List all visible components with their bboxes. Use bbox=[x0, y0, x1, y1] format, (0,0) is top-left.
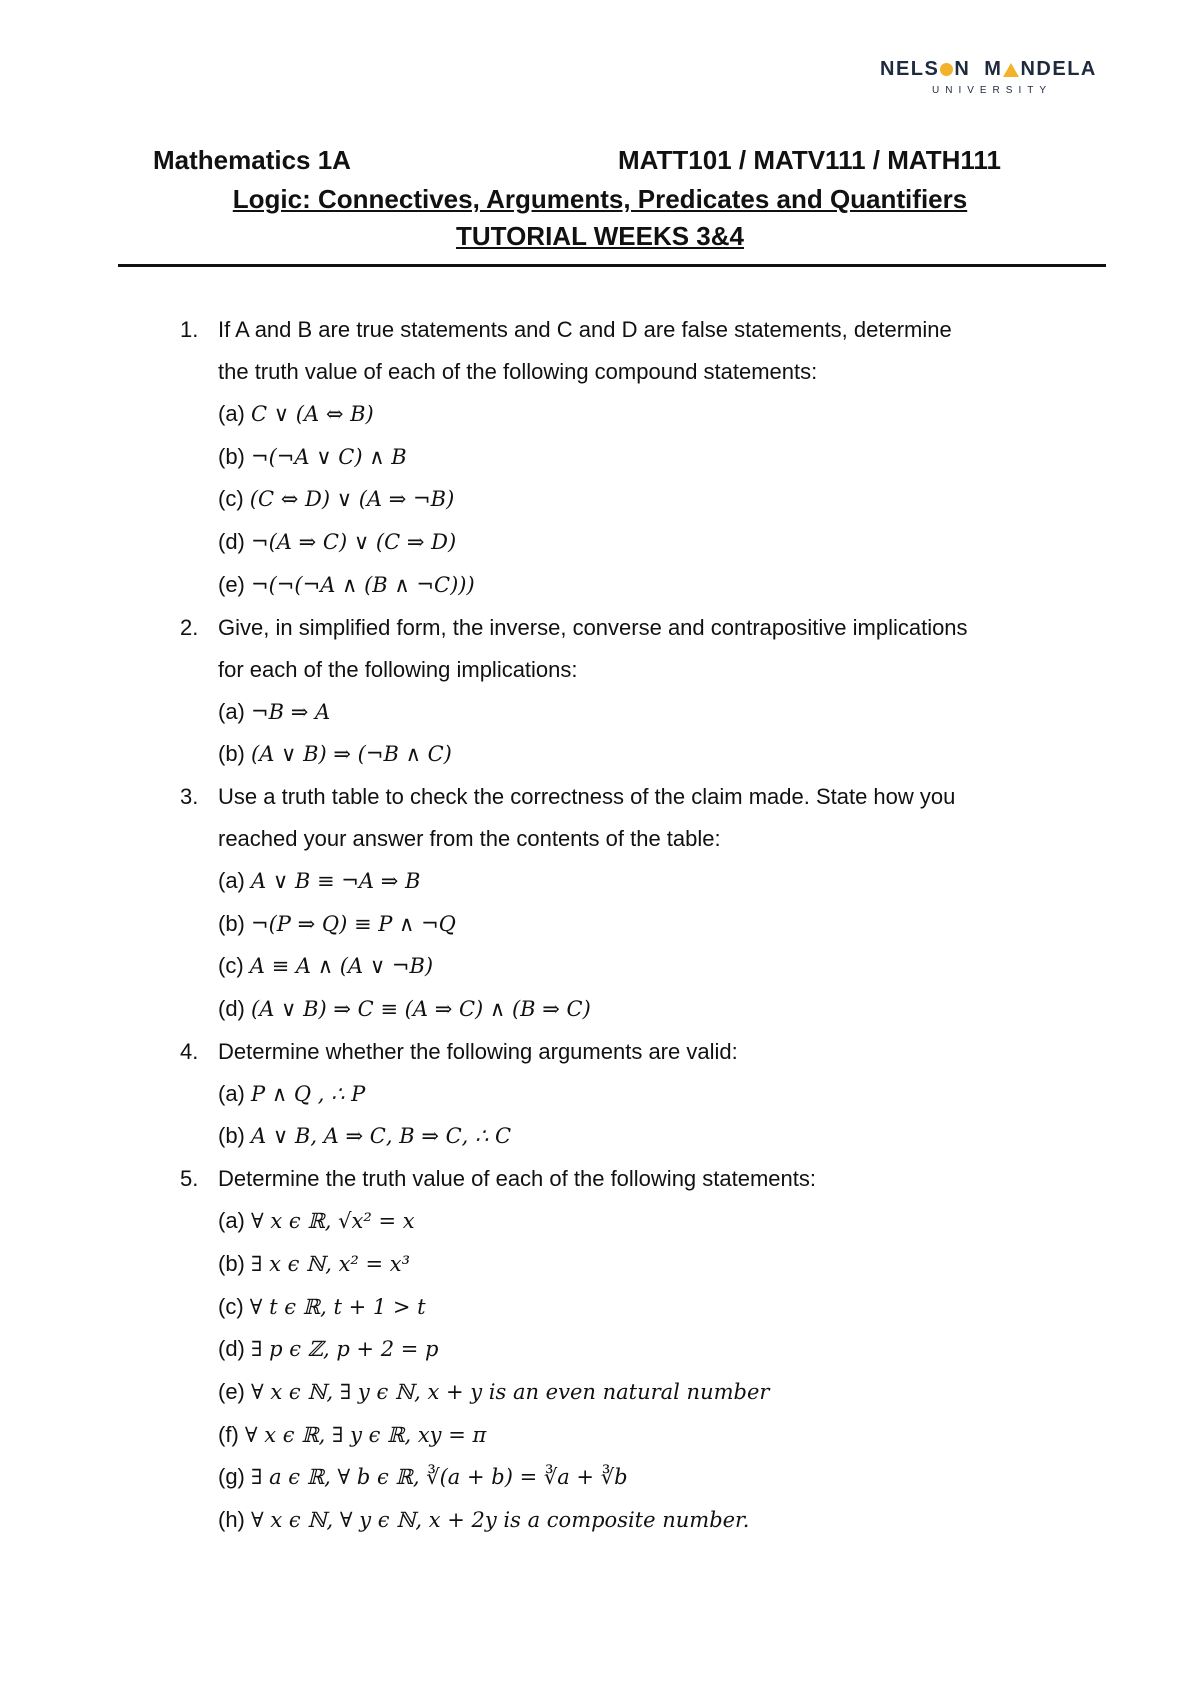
question-part bbox=[218, 478, 1100, 521]
question-list bbox=[180, 309, 1100, 1542]
part-label: (c) bbox=[218, 486, 244, 512]
question-part bbox=[218, 436, 1100, 479]
question-number: 1. bbox=[180, 317, 199, 342]
course-codes: MATT101 / MATV111 / MATH111 bbox=[618, 145, 1001, 175]
question-number: 2. bbox=[180, 614, 199, 640]
question-part bbox=[218, 945, 1100, 988]
part-expression: (𝐴 ∨ 𝐵) ⇒ (¬𝐵 ∧ 𝐶) bbox=[251, 742, 452, 767]
logo-circle-icon bbox=[940, 63, 953, 76]
question-item bbox=[180, 309, 1100, 607]
header-divider bbox=[118, 264, 1106, 267]
question-part bbox=[218, 1243, 1100, 1286]
question-part bbox=[218, 733, 1100, 776]
question-number: 3. bbox=[180, 783, 199, 809]
question-item bbox=[180, 1031, 1100, 1158]
question-stem-line: Use a truth table to check the correctness of the claim made. State how you bbox=[218, 783, 956, 809]
part-label: (e) bbox=[218, 571, 245, 597]
logo-text-part3: M bbox=[984, 58, 1003, 80]
question-part bbox=[218, 1073, 1100, 1116]
university-logo bbox=[880, 58, 1105, 108]
question-stem-line: for each of the following implications: bbox=[218, 656, 578, 682]
question-part bbox=[218, 393, 1100, 436]
part-expression: ∀ 𝑥 ϵ ℕ, ∃ 𝑦 ϵ ℕ, 𝑥 + 𝑦 is an even natural number bbox=[251, 1379, 770, 1404]
question-stem-line: Determine the truth value of each of the following statements: bbox=[218, 1166, 816, 1192]
question-part bbox=[218, 691, 1100, 734]
part-expression: ¬(¬𝐴 ∨ 𝐶) ∧ 𝐵 bbox=[251, 444, 407, 469]
logo-subtitle: UNIVERSITY bbox=[932, 85, 1053, 96]
part-expression: ¬𝐵 ⇒ 𝐴 bbox=[251, 699, 331, 724]
question-part bbox=[218, 1286, 1100, 1329]
logo-text-part4: NDELA bbox=[1020, 58, 1097, 80]
part-expression: 𝐴 ∨ 𝐵, 𝐴 ⇒ 𝐶, 𝐵 ⇒ 𝐶, ∴ 𝐶 bbox=[251, 1124, 512, 1149]
part-label: (b) bbox=[218, 1250, 245, 1276]
question-part bbox=[218, 1371, 1100, 1414]
part-expression: ∃ 𝑝 ϵ ℤ, 𝑝 + 2 = 𝑝 bbox=[251, 1337, 439, 1362]
part-expression: (𝐶 ⇔ 𝐷) ∨ (𝐴 ⇒ ¬𝐵) bbox=[249, 487, 455, 512]
question-part bbox=[218, 1414, 1100, 1457]
part-label: (a) bbox=[218, 401, 245, 426]
part-label: (d) bbox=[218, 996, 245, 1022]
part-expression: ∀ 𝑡 ϵ ℝ, 𝑡 + 1 > 𝑡 bbox=[249, 1294, 426, 1319]
question-part bbox=[218, 903, 1100, 946]
question-stem-line: Give, in simplified form, the inverse, converse and contrapositive implications bbox=[218, 614, 968, 640]
part-expression: 𝐶 ∨ (𝐴 ⇔ 𝐵) bbox=[251, 402, 374, 426]
question-part bbox=[218, 1499, 1100, 1542]
part-expression: ¬(𝐴 ⇒ 𝐶) ∨ (𝐶 ⇒ 𝐷) bbox=[251, 530, 457, 555]
question-part bbox=[218, 564, 1100, 607]
part-expression: 𝑃 ∧ 𝑄 , ∴ 𝑃 bbox=[251, 1081, 366, 1106]
part-label: (g) bbox=[218, 1464, 245, 1490]
course-name: Mathematics 1A bbox=[153, 145, 351, 175]
question-stem-line: If A and B are true statements and C and D are false statements, determine bbox=[218, 317, 952, 342]
part-label: (b) bbox=[218, 910, 245, 936]
document-header bbox=[153, 145, 1053, 181]
logo-text-part1: NELS bbox=[880, 58, 940, 80]
part-label: (c) bbox=[218, 1293, 244, 1319]
part-expression: 𝐴 ≡ 𝐴 ∧ (𝐴 ∨ ¬𝐵) bbox=[249, 954, 434, 979]
part-label: (a) bbox=[218, 1208, 245, 1234]
logo-triangle-icon bbox=[1003, 63, 1019, 77]
part-expression: ¬(𝑃 ⇒ 𝑄) ≡ 𝑃 ∧ ¬𝑄 bbox=[251, 911, 456, 936]
question-stem-line: the truth value of each of the following compound statements: bbox=[218, 359, 818, 384]
part-expression: 𝐴 ∨ 𝐵 ≡ ¬𝐴 ⇒ 𝐵 bbox=[251, 868, 421, 893]
question-body bbox=[218, 607, 1100, 776]
part-expression: ∃ 𝑥 ϵ ℕ, 𝑥² = 𝑥³ bbox=[251, 1251, 411, 1276]
question-item bbox=[180, 776, 1100, 1031]
part-expression: (𝐴 ∨ 𝐵) ⇒ 𝐶 ≡ (𝐴 ⇒ 𝐶) ∧ (𝐵 ⇒ 𝐶) bbox=[251, 997, 591, 1022]
part-label: (a) bbox=[218, 867, 245, 893]
question-item bbox=[180, 607, 1100, 776]
part-label: (a) bbox=[218, 1080, 245, 1106]
question-stem-line: Determine whether the following arguments are valid: bbox=[218, 1038, 738, 1064]
question-part bbox=[218, 1115, 1100, 1158]
question-part bbox=[218, 988, 1100, 1031]
question-body bbox=[218, 309, 1100, 607]
question-item bbox=[180, 1158, 1100, 1542]
part-label: (b) bbox=[218, 741, 245, 767]
question-part bbox=[218, 1328, 1100, 1371]
question-number: 4. bbox=[180, 1038, 199, 1064]
part-expression: ∃ 𝑎 ϵ ℝ, ∀ 𝑏 ϵ ℝ, ∛(𝑎 + 𝑏) = ∛𝑎 + ∛𝑏 bbox=[251, 1465, 628, 1490]
part-label: (d) bbox=[218, 529, 245, 555]
part-label: (d) bbox=[218, 1336, 245, 1362]
question-part bbox=[218, 521, 1100, 564]
question-number: 5. bbox=[180, 1166, 199, 1192]
question-stem-line: reached your answer from the contents of the table: bbox=[218, 825, 721, 851]
part-label: (b) bbox=[218, 1123, 245, 1149]
part-label: (c) bbox=[218, 953, 244, 979]
part-expression: ∀ 𝑥 ϵ ℝ, ∃ 𝑦 ϵ ℝ, 𝑥𝑦 = 𝜋 bbox=[244, 1422, 487, 1447]
part-label: (a) bbox=[218, 698, 245, 724]
logo-text-part2: N bbox=[954, 58, 971, 80]
question-body bbox=[218, 1158, 1100, 1542]
question-part bbox=[218, 860, 1100, 903]
question-body bbox=[218, 776, 1100, 1031]
part-label: (h) bbox=[218, 1507, 245, 1533]
question-body bbox=[218, 1031, 1100, 1158]
part-expression: ¬(¬(¬𝐴 ∧ (𝐵 ∧ ¬𝐶))) bbox=[251, 572, 475, 597]
question-part bbox=[218, 1200, 1100, 1243]
part-expression: ∀ 𝑥 ϵ ℝ, √𝑥² = 𝑥 bbox=[251, 1209, 415, 1234]
document-title: Logic: Connectives, Arguments, Predicates and Quantifiers bbox=[232, 184, 968, 214]
question-part bbox=[218, 1456, 1100, 1499]
part-label: (e) bbox=[218, 1378, 245, 1404]
document-subtitle: TUTORIAL WEEKS 3&4 bbox=[456, 221, 744, 251]
logo-wordmark bbox=[880, 58, 1105, 81]
part-label: (b) bbox=[218, 443, 245, 469]
part-expression: ∀ 𝑥 ϵ ℕ, ∀ 𝑦 ϵ ℕ, 𝑥 + 2𝑦 is a composite number. bbox=[251, 1508, 750, 1533]
part-label: (f) bbox=[218, 1421, 239, 1447]
